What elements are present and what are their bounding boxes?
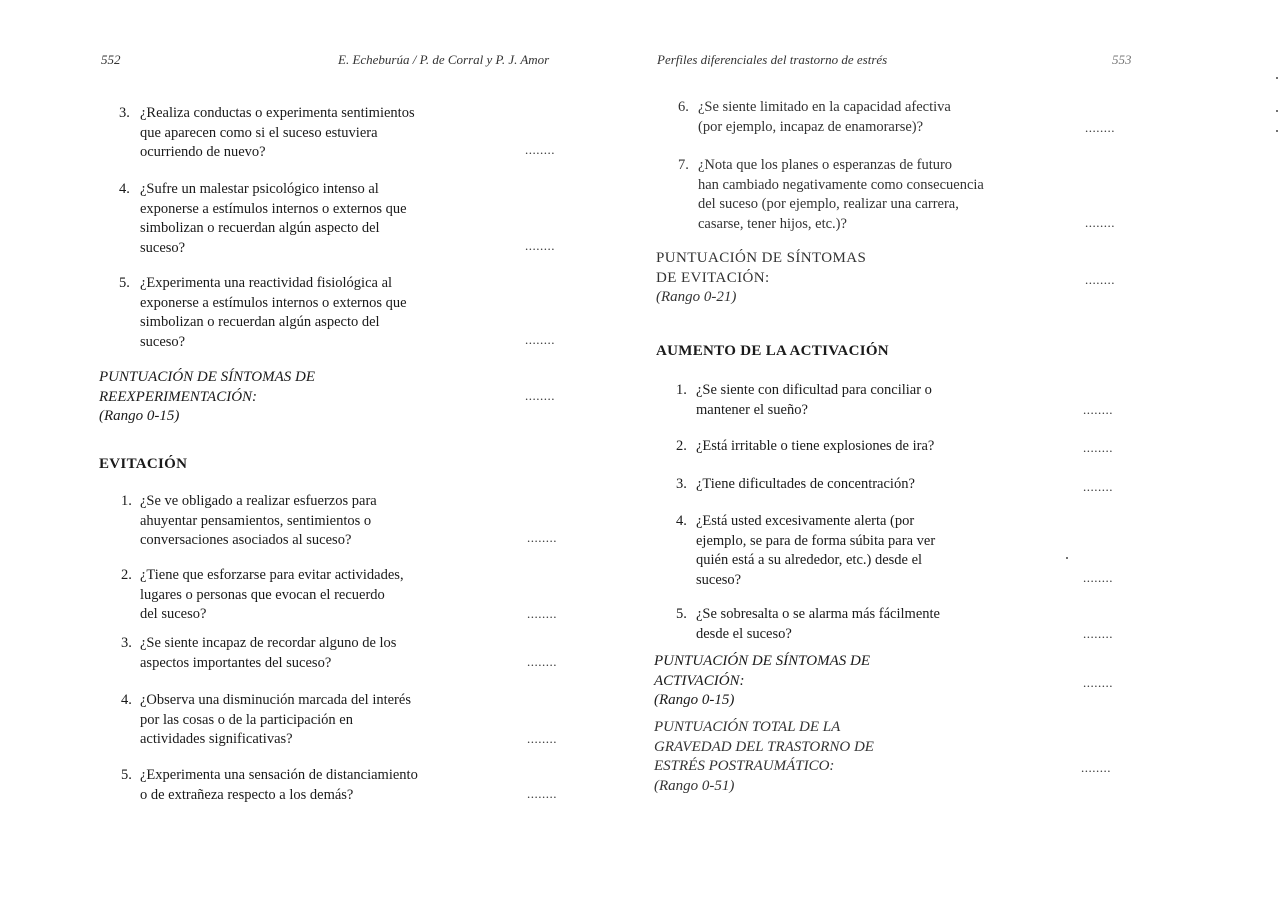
score-evitacion: [656, 249, 866, 308]
score-line: REEXPERIMENTACIÓN:: [99, 388, 258, 405]
question-line: del suceso (por ejemplo, realizar una carrera,: [698, 196, 959, 212]
score-line: ESTRÉS POSTRAUMÁTICO:: [654, 758, 835, 774]
page-number-left: 552: [101, 52, 121, 67]
score-line: ACTIVACIÓN:: [654, 672, 745, 689]
score-line: GRAVEDAD DEL TRASTORNO DE: [654, 738, 874, 755]
question-number: 1.: [676, 382, 687, 398]
answer-blank[interactable]: ........: [1083, 440, 1113, 455]
score-reexperimentacion: [99, 368, 315, 427]
question-line: (por ejemplo, incapaz de enamorarse)?: [698, 118, 924, 135]
answer-blank[interactable]: ........: [1083, 402, 1113, 417]
answer-blank[interactable]: ........: [1083, 479, 1113, 494]
question-line: ¿Realiza conductas o experimenta sentimientos: [140, 105, 415, 121]
question-line: ¿Nota que los planes o esperanzas de futuro: [698, 157, 953, 173]
question-number: 7.: [678, 157, 689, 173]
question-line: ¿Se siente incapaz de recordar alguno de los: [140, 635, 397, 651]
score-line: PUNTUACIÓN DE SÍNTOMAS DE: [654, 653, 870, 669]
question-number: 4.: [119, 181, 130, 197]
question-line: del suceso?: [140, 606, 207, 622]
scan-speck: [1276, 130, 1278, 132]
question-line: ¿Se sobresalta o se alarma más fácilmente: [696, 606, 940, 622]
score-range: (Rango 0-15): [99, 408, 180, 424]
question-line: ¿Se ve obligado a realizar esfuerzos para: [140, 493, 377, 509]
section-heading-activacion: AUMENTO DE LA ACTIVACIÓN: [656, 343, 889, 359]
running-head-right: Perfiles diferenciales del trastorno de estrés: [657, 52, 888, 67]
question-line: ahuyentar pensamientos, sentimientos o: [140, 512, 372, 529]
question-line: ¿Sufre un malestar psicológico intenso al: [140, 181, 379, 197]
score-line: PUNTUACIÓN TOTAL DE LA: [654, 719, 841, 735]
question-number: 3.: [676, 476, 687, 492]
question-number: 5.: [676, 606, 687, 622]
question-line: simbolizan o recuerdan algún aspecto del: [140, 314, 380, 330]
page-number-right: 553: [1112, 52, 1132, 67]
answer-blank[interactable]: ........: [1083, 675, 1113, 690]
question-number: 3.: [119, 105, 130, 121]
question-line: desde el suceso?: [696, 625, 792, 642]
question-line: simbolizan o recuerdan algún aspecto del: [140, 220, 380, 236]
running-head-left: E. Echeburúa / P. de Corral y P. J. Amor: [338, 52, 550, 67]
question-number: 1.: [121, 493, 132, 509]
answer-blank[interactable]: ........: [1085, 272, 1115, 287]
answer-blank[interactable]: ........: [1083, 570, 1113, 585]
question-line: casarse, tener hijos, etc.)?: [698, 215, 847, 232]
question-line: ¿Se siente limitado en la capacidad afectiva: [698, 99, 951, 115]
scan-speck: [1066, 557, 1068, 559]
answer-blank[interactable]: ........: [525, 142, 555, 157]
question-number: 3.: [121, 635, 132, 651]
question-line: ¿Tiene que esforzarse para evitar actividades,: [140, 567, 404, 583]
question-line: conversaciones asociados al suceso?: [140, 532, 352, 548]
question-number: 5.: [121, 767, 132, 783]
question-line: quién está a su alrededor, etc.) desde el: [696, 552, 923, 568]
question-line: ¿Experimenta una sensación de distanciamiento: [140, 767, 418, 783]
score-line: DE EVITACIÓN:: [656, 269, 770, 286]
answer-blank[interactable]: ........: [527, 606, 557, 621]
question-line: o de extrañeza respecto a los demás?: [140, 786, 354, 803]
question-line: ¿Tiene dificultades de concentración?: [696, 476, 915, 492]
score-range: (Rango 0-15): [654, 692, 735, 708]
question-line: que aparecen como si el suceso estuviera: [140, 124, 378, 141]
answer-blank[interactable]: ........: [527, 530, 557, 545]
score-range: (Rango 0-51): [654, 777, 735, 794]
score-activacion: [654, 652, 870, 711]
question-line: suceso?: [696, 571, 742, 588]
question-line: mantener el sueño?: [696, 401, 808, 418]
question-number: 5.: [119, 275, 130, 291]
question-line: ocurriendo de nuevo?: [140, 144, 266, 160]
question-line: exponerse a estímulos internos o externos que: [140, 200, 407, 217]
question-line: ¿Se siente con dificultad para conciliar o: [696, 382, 932, 398]
score-line: PUNTUACIÓN DE SÍNTOMAS DE: [99, 369, 315, 385]
answer-blank[interactable]: ........: [1083, 626, 1113, 641]
scan-speck: [1276, 77, 1278, 79]
question-line: ejemplo, se para de forma súbita para ver: [696, 532, 936, 549]
question-line: suceso?: [140, 333, 186, 350]
answer-blank[interactable]: ........: [1081, 760, 1111, 775]
question-line: aspectos importantes del suceso?: [140, 654, 332, 671]
score-total: [654, 718, 874, 796]
question-line: han cambiado negativamente como consecuencia: [698, 176, 984, 193]
answer-blank[interactable]: ........: [527, 731, 557, 746]
question-number: 4.: [676, 513, 687, 529]
answer-blank[interactable]: ........: [525, 238, 555, 253]
question-number: 2.: [121, 567, 132, 583]
question-line: actividades significativas?: [140, 731, 293, 747]
question-line: ¿Experimenta una reactividad fisiológica al: [140, 275, 393, 291]
answer-blank[interactable]: ........: [527, 786, 557, 801]
score-range: (Rango 0-21): [656, 289, 737, 305]
question-line: exponerse a estímulos internos o externos que: [140, 294, 407, 311]
question-number: 4.: [121, 692, 132, 708]
question-number: 2.: [676, 438, 687, 454]
question-line: suceso?: [140, 239, 186, 256]
question-line: ¿Está irritable o tiene explosiones de ira?: [696, 438, 935, 454]
answer-blank[interactable]: ........: [525, 332, 555, 347]
question-line: por las cosas o de la participación en: [140, 711, 353, 728]
question-line: ¿Está usted excesivamente alerta (por: [696, 513, 915, 529]
score-line: PUNTUACIÓN DE SÍNTOMAS: [656, 250, 867, 266]
answer-blank[interactable]: ........: [527, 654, 557, 669]
answer-blank[interactable]: ........: [525, 388, 555, 403]
answer-blank[interactable]: ........: [1085, 120, 1115, 135]
section-heading-evitacion: EVITACIÓN: [99, 456, 188, 472]
question-line: ¿Observa una disminución marcada del interés: [140, 692, 411, 708]
question-line: lugares o personas que evocan el recuerdo: [140, 586, 385, 603]
answer-blank[interactable]: ........: [1085, 215, 1115, 230]
scan-speck: [1276, 110, 1278, 112]
question-number: 6.: [678, 99, 689, 115]
